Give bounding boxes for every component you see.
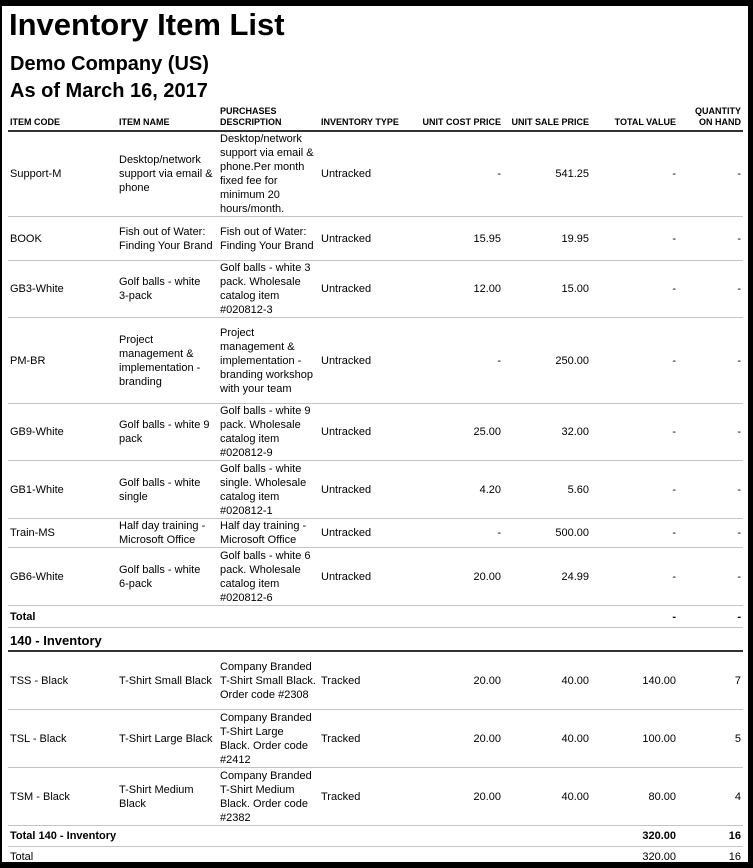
header-purchases-description: PURCHASES DESCRIPTION — [220, 106, 282, 127]
quantity: - — [737, 354, 741, 367]
header-total-value: TOTAL VALUE — [614, 117, 676, 127]
item-code: GB1-White — [10, 483, 64, 496]
inventory-type: Untracked — [321, 232, 372, 245]
unit-sale: 24.99 — [561, 570, 589, 583]
total-value: 100.00 — [642, 732, 676, 745]
total-value: - — [672, 283, 676, 295]
quantity: 4 — [734, 790, 741, 803]
report-title: Inventory Item List — [9, 7, 285, 42]
unit-sale: 500.00 — [555, 527, 589, 539]
purchase-description: Desktop/network support via email & phone.Per month fixed fee for minimum 20 hours/month. — [220, 133, 314, 215]
unit-sale: 5.60 — [567, 483, 589, 496]
item-name: T-Shirt Medium Black — [119, 783, 194, 810]
grand-total-quantity: 16 — [728, 851, 741, 862]
item-code: BOOK — [10, 232, 42, 245]
item-name: Desktop/network support via email & phone — [119, 154, 213, 194]
section-total-row — [8, 826, 743, 847]
inventory-type: Untracked — [321, 570, 372, 583]
item-code: TSL - Black — [10, 732, 67, 745]
total-value: 80.00 — [648, 790, 676, 803]
total-value: - — [672, 168, 676, 180]
total-quantity: - — [737, 610, 741, 623]
header-unit-sale: UNIT SALE PRICE — [511, 117, 589, 127]
total-value: - — [672, 483, 676, 496]
item-name: Golf balls - white 6-pack — [119, 563, 201, 590]
unit-cost: 25.00 — [473, 426, 501, 438]
quantity: - — [737, 527, 741, 539]
section-heading — [8, 628, 743, 652]
unit-cost: 20.00 — [473, 790, 501, 803]
purchase-description: Half day training - Microsoft Office — [220, 520, 307, 546]
total-value: - — [672, 426, 676, 438]
header-item-name: ITEM NAME — [119, 117, 170, 127]
inventory-type: Untracked — [321, 283, 372, 295]
unit-cost: 20.00 — [473, 732, 501, 745]
quantity: - — [737, 168, 741, 180]
table-row — [8, 519, 743, 548]
total-value: - — [672, 354, 676, 367]
inventory-type: Untracked — [321, 354, 372, 367]
purchase-description: Golf balls - white 6 pack. Wholesale catalog item #020812-6 — [220, 549, 311, 604]
total-label: Total — [10, 610, 36, 623]
item-name: Fish out of Water: Finding Your Brand — [119, 225, 213, 252]
company-name: Demo Company (US) — [10, 53, 209, 75]
quantity: - — [737, 426, 741, 438]
inventory-type: Untracked — [321, 483, 372, 496]
item-name: T-Shirt Large Black — [119, 732, 213, 745]
table-row — [8, 404, 743, 461]
header-quantity: QUANTITY ON HAND — [695, 106, 741, 127]
unit-cost: - — [497, 527, 501, 539]
unit-sale: 250.00 — [555, 354, 589, 367]
unit-cost: 20.00 — [473, 570, 501, 583]
grand-total-row — [8, 847, 743, 862]
grand-total-value: 320.00 — [642, 851, 676, 862]
total-row — [8, 606, 743, 628]
quantity: - — [737, 283, 741, 295]
quantity: - — [737, 483, 741, 496]
total-value: - — [672, 570, 676, 583]
item-code: GB6-White — [10, 570, 64, 583]
purchase-description: Fish out of Water: Finding Your Brand — [220, 225, 314, 252]
item-code: Support-M — [10, 168, 62, 180]
inventory-type: Untracked — [321, 527, 372, 539]
item-name: Project management & implementation - branding — [119, 333, 201, 388]
purchase-description: Company Branded T-Shirt Medium Black. Order code #2382 — [220, 769, 312, 824]
item-code: GB3-White — [10, 283, 64, 295]
purchase-description: Company Branded T-Shirt Small Black. Order code #2308 — [220, 660, 316, 701]
total-value: - — [672, 232, 676, 245]
unit-cost: 4.20 — [479, 483, 501, 496]
item-code: Train-MS — [10, 527, 55, 539]
item-name: T-Shirt Small Black — [119, 674, 212, 687]
unit-cost: 12.00 — [473, 283, 501, 295]
item-code: TSM - Black — [10, 790, 70, 803]
item-name: Golf balls - white 9 pack — [119, 419, 210, 445]
quantity: 5 — [734, 732, 741, 745]
quantity: 7 — [734, 674, 741, 687]
section-total-value: 320.00 — [642, 830, 676, 842]
table-row — [8, 132, 743, 217]
item-name: Half day training - Microsoft Office — [119, 520, 206, 546]
unit-sale: 40.00 — [561, 732, 589, 745]
inventory-type: Tracked — [321, 732, 361, 745]
unit-sale: 19.95 — [561, 232, 589, 245]
inventory-type: Tracked — [321, 674, 361, 687]
unit-cost: 15.95 — [473, 232, 501, 245]
report-date: As of March 16, 2017 — [10, 80, 208, 102]
unit-sale: 32.00 — [561, 426, 589, 438]
item-code: PM-BR — [10, 354, 46, 367]
header-unit-cost: UNIT COST PRICE — [422, 117, 501, 127]
purchase-description: Golf balls - white single. Wholesale catalog item #020812-1 — [220, 462, 307, 517]
header-item-code: ITEM CODE — [10, 117, 61, 127]
item-code: TSS - Black — [10, 674, 69, 687]
item-name: Golf balls - white 3-pack — [119, 276, 201, 302]
quantity: - — [737, 570, 741, 583]
unit-cost: - — [497, 354, 501, 367]
table-header — [8, 100, 743, 132]
unit-cost: 20.00 — [473, 674, 501, 687]
section-title: 140 - Inventory — [10, 633, 102, 648]
table-row — [8, 461, 743, 519]
item-code: GB9-White — [10, 426, 64, 438]
unit-sale: 40.00 — [561, 674, 589, 687]
purchase-description: Golf balls - white 3 pack. Wholesale catalog item #020812-3 — [220, 262, 311, 316]
table-row — [8, 710, 743, 768]
unit-cost: - — [497, 168, 501, 180]
table-row — [8, 548, 743, 606]
header-inventory-type: INVENTORY TYPE — [321, 117, 399, 127]
item-name: Golf balls - white single — [119, 476, 201, 503]
total-value: - — [672, 527, 676, 539]
purchase-description: Golf balls - white 9 pack. Wholesale catalog item #020812-9 — [220, 405, 311, 459]
unit-sale: 15.00 — [561, 283, 589, 295]
inventory-type: Tracked — [321, 790, 361, 803]
total-value: 140.00 — [642, 674, 676, 687]
inventory-type: Untracked — [321, 426, 372, 438]
report-page — [2, 6, 748, 862]
unit-sale: 40.00 — [561, 790, 589, 803]
table-row — [8, 652, 743, 710]
section-total-label: Total 140 - Inventory — [10, 830, 117, 842]
table-row — [8, 318, 743, 404]
grand-total-label: Total — [10, 851, 34, 862]
purchase-description: Project management & implementation - branding workshop with your team — [220, 326, 313, 395]
table-row — [8, 768, 743, 826]
quantity: - — [737, 232, 741, 245]
table-row — [8, 217, 743, 261]
unit-sale: 541.25 — [555, 168, 589, 180]
purchase-description: Company Branded T-Shirt Large Black. Order code #2412 — [220, 711, 312, 766]
inventory-table — [8, 100, 743, 862]
section-total-quantity: 16 — [728, 830, 741, 842]
table-row — [8, 261, 743, 318]
total-value: - — [672, 610, 676, 623]
inventory-type: Untracked — [321, 168, 372, 180]
